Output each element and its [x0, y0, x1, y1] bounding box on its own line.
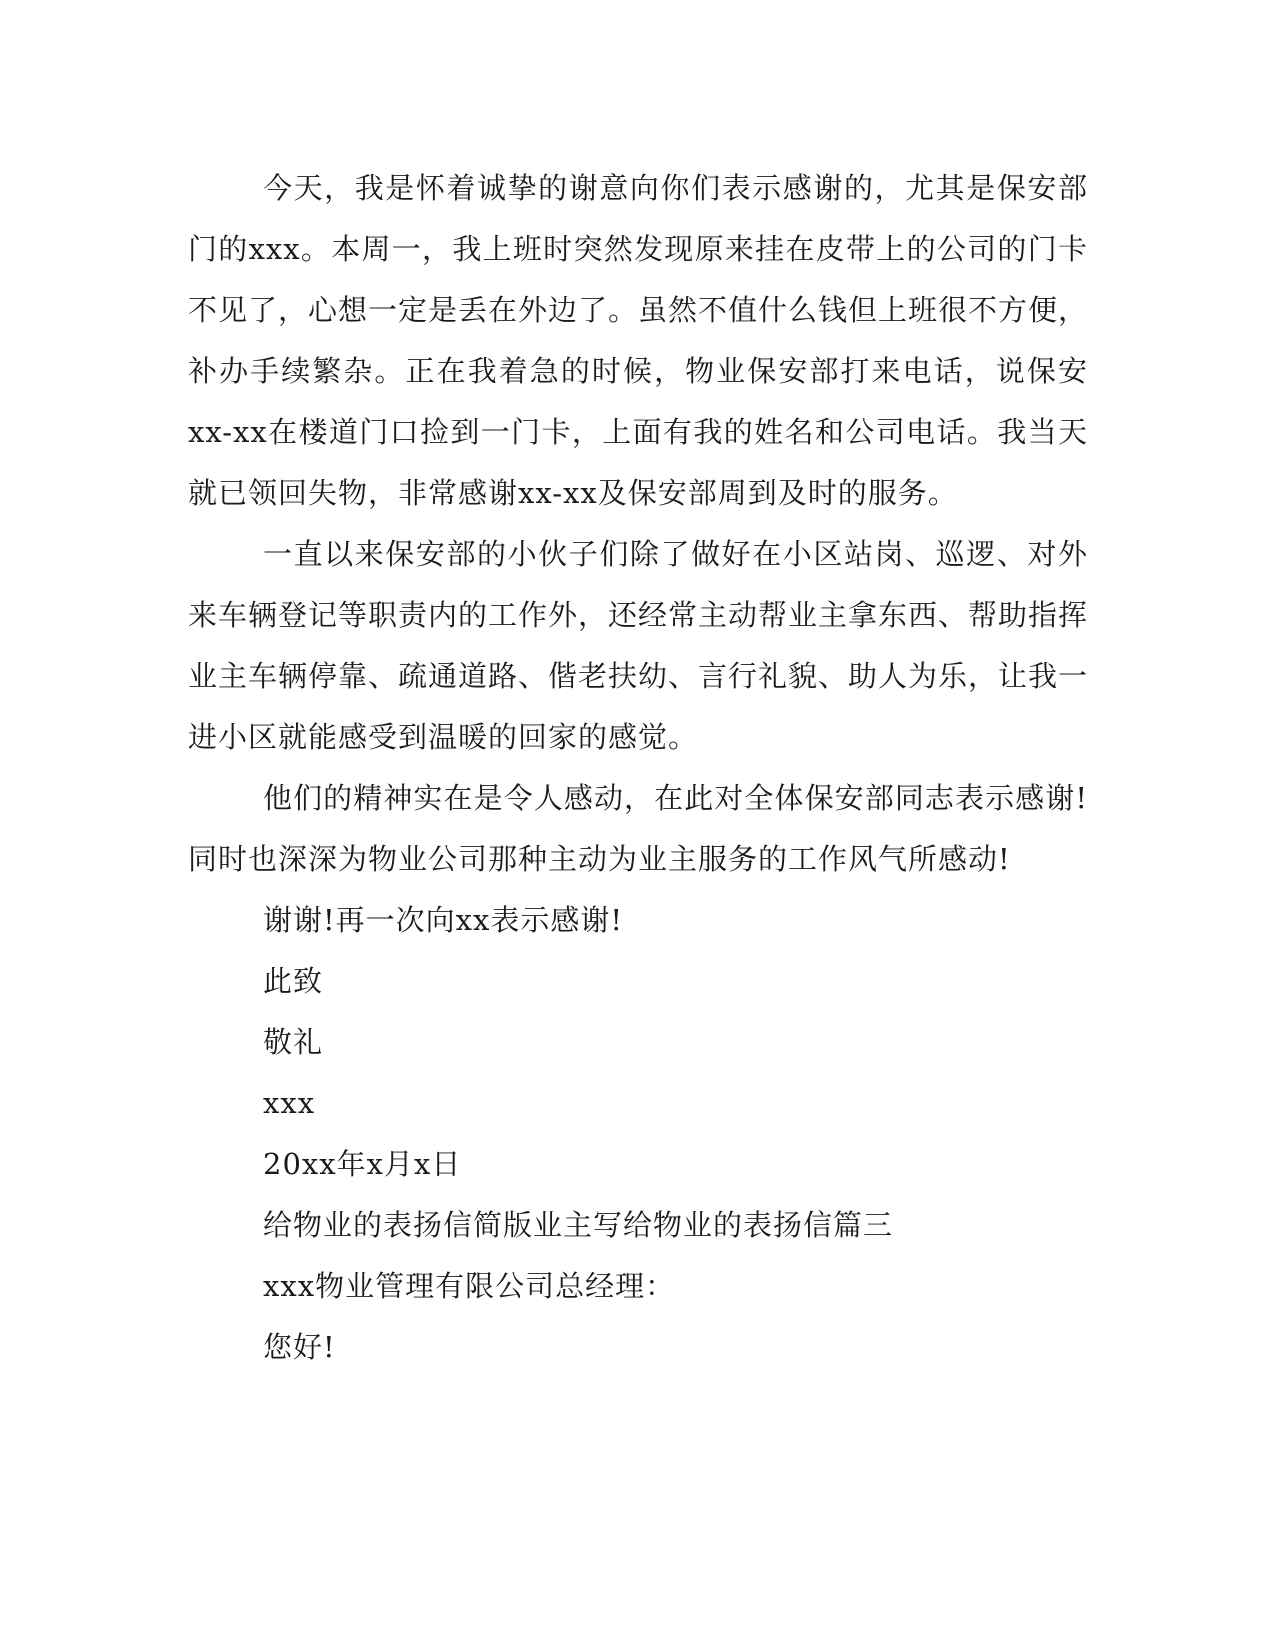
date-line: 20xx年x月x日	[263, 1147, 462, 1181]
recipient-line: xxx物业管理有限公司总经理：	[263, 1269, 676, 1303]
closing-line-2: 敬礼	[263, 1025, 324, 1059]
signature: xxx	[263, 1086, 316, 1120]
section-title: 给物业的表扬信简版业主写给物业的表扬信篇三	[263, 1208, 894, 1242]
paragraph-2: 一直以来保安部的小伙子们除了做好在小区站岗、巡逻、对外来车辆登记等职责内的工作外，还经常主动帮业主拿东西、帮助指挥业主车辆停靠、疏通道路、偕老扶幼、言行礼貌、助人为乐，让我一进小区就能感受到温暖的回家的感觉。	[188, 537, 1089, 754]
paragraph-3: 他们的精神实在是令人感动，在此对全体保安部同志表示感谢!同时也深深为物业公司那种主动为业主服务的工作风气所感动!	[188, 781, 1088, 876]
paragraph-1: 今天，我是怀着诚挚的谢意向你们表示感谢的，尤其是保安部门的xxx。本周一，我上班时突然发现原来挂在皮带上的公司的门卡不见了，心想一定是丢在外边了。虽然不值什么钱但上班很不方便，补办手续繁杂。正在我着急的时候，物业保安部打来电话，说保安xx-xx在楼道门口捡到一门卡，上面有我的姓名和公司电话。我当天就已领回失物，非常感谢xx-xx及保安部周到及时的服务。	[188, 171, 1089, 510]
greeting-line: 您好!	[263, 1330, 336, 1364]
closing-line-1: 此致	[263, 964, 324, 998]
letter-body	[188, 158, 1088, 1378]
thanks-line: 谢谢!再一次向xx表示感谢!	[263, 903, 624, 937]
